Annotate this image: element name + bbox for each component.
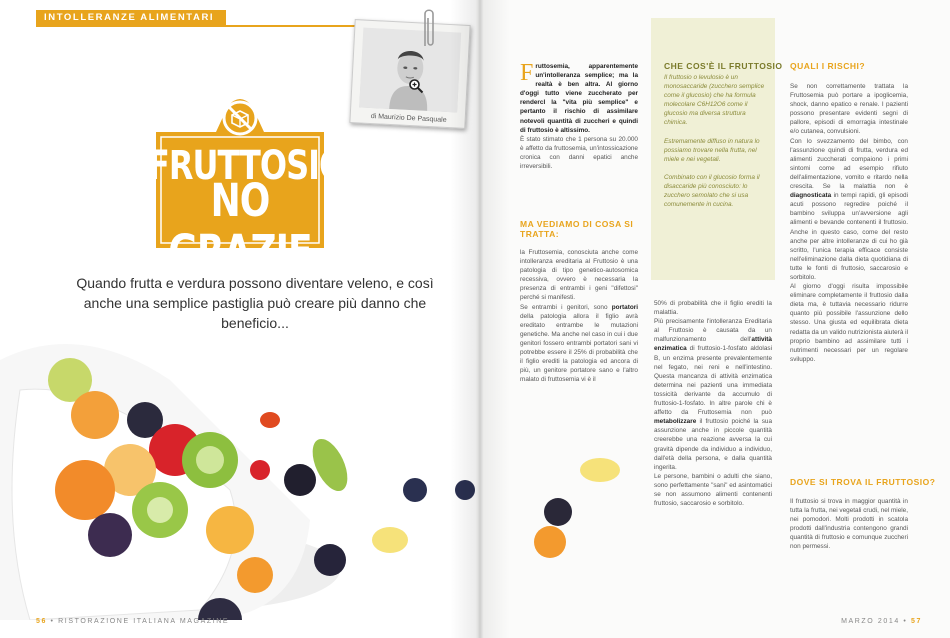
where-paragraph-1: Il fruttosio si trova in maggior quantità in tutta la frutta, nei vegetali crudi, nel miele, nei pomodori. Molti prodotti in scatola prodotti dall'industria contengono grandi quantità di fruttosio e comunque zuccheri non permessi. xyxy=(790,498,908,551)
enzyme-column xyxy=(654,299,772,508)
paperclip-icon xyxy=(420,6,438,52)
folio-left: 56 • RISTORAZIONE ITALIANA MAGAZINE xyxy=(36,618,230,625)
title-line-1: FRUTTOSIO xyxy=(148,141,346,189)
risks-column xyxy=(790,82,908,364)
risks-paragraph-3: Al giorno d'oggi risulta impossibile eliminare completamente il fruttosio dalla dieta ma, è tuttavia necessario ridurre quanto più possibile l'assunzione dello stesso. Una giusta ed equilibrata dieta redatta da un valido nutrizionista aiuterà il proprio bambino ad assimilare tutti i nutrimenti necessari per un regolare sviluppo. xyxy=(790,283,908,363)
drop-cap: F xyxy=(520,60,534,86)
page-number-left: 56 xyxy=(36,618,47,625)
issue-date: MARZO 2014 xyxy=(841,618,900,625)
author-caption: di Maurizio De Pasquale xyxy=(370,113,447,124)
sidebar-paragraph-1: Il fruttosio o levulosio è un monosaccaride (zucchero semplice come il glucosio) che ha formula molecolare C6H12O6 come il glucosio ma diversa struttura chimica. xyxy=(664,74,765,127)
intro-text: ruttosemia, apparentemente un'intolleranza semplice; ma la realtà è ben altra. Al giorno d'oggi tutto viene zuccherato per rendercI la "vita più semplice" e pertanto il rischio di assimilare notevoli quantità di zuccheri e quindi di fruttosio è altissimo. xyxy=(520,63,638,134)
heading-ma-vediamo: MA VEDIAMO DI COSA SI TRATTA: xyxy=(520,219,634,239)
spine-shadow xyxy=(450,0,510,638)
heading-dove: DOVE SI TROVA IL FRUTTOSIO? xyxy=(790,477,936,487)
lead-text: Quando frutta e verdura possono diventare veleno, e così anche una semplice pastiglia può creare più danno che beneficio... xyxy=(76,275,434,331)
sidebar-paragraph-2: Estremamente diffuso in natura lo possiamo trovare nella frutta, nel miele e nei vegetali. xyxy=(664,137,760,163)
genetics-paragraph-1: la Fruttosemia, conosciuta anche come intolleranza ereditaria al Fruttosio è una patologia di tipo genetico-autosomica recessiva, ovvero è necessaria la presenza di entrambi i geni "difettosi" perché si manifesti. xyxy=(520,249,638,302)
enzyme-paragraph-1: 50% di probabilità che il figlio erediti la malattia. xyxy=(654,300,772,317)
sidebar-text xyxy=(664,73,768,218)
where-column xyxy=(790,497,908,552)
enzyme-paragraph-3: Le persone, bambini o adulti che siano, sono perfettamente "sani" ed asintomatici se non assumono alimenti contenenti fruttosio, saccarosio e sorbitolo. xyxy=(654,472,772,508)
section-tag: INTOLLERANZE ALIMENTARI xyxy=(36,10,226,26)
sidebar-title: CHE COS'È IL FRUTTOSIO xyxy=(664,61,783,71)
intro-paragraph-2: È stato stimato che 1 persona su 20.000 è affetto da fruttosemia, un'intossicazione cronica con danni epatici anche irreversibili. xyxy=(520,135,638,171)
zoom-icon[interactable] xyxy=(408,78,424,94)
risks-paragraph-2: Con lo svezzamento del bimbo, con l'assunzione quindi di frutta, verdura ed alimenti zuccherati compaiono i primi sintomi come ad esempio rifiuto dell'alimentazione, vomito e ritardo nella crescita. Se la malattia non è diagnosticata in tempi rapidi, gli episodi acuti possono regredire poiché il bambino sviluppa un'avversione agli alimenti e bevande contenenti il fruttosio. Anche in questo caso, come del resto anche per altre intolleranze di cui ho già scritto, l'unica terapia efficace consiste nell'eliminazione dalla dieta quotidiana di tutte le fonti di fruttosio, saccarosio e sorbitolo. xyxy=(790,137,908,281)
author-photo xyxy=(359,27,461,112)
fruit-bowl-illustration xyxy=(0,320,500,620)
sidebar-paragraph-3: Combinato con il glucosio forma il disaccaride più conosciuto: lo zucchero semolato che si usa comunemente in cucina. xyxy=(664,173,760,209)
title-line-2: NO GRAZIE xyxy=(168,175,312,279)
no-sugar-icon xyxy=(220,98,260,138)
intro-column xyxy=(520,62,638,171)
fruit-slices-illustration xyxy=(520,450,670,560)
page-number-right: 57 xyxy=(911,618,922,625)
heading-rischi: QUALI I RISCHI? xyxy=(790,61,866,71)
title-badge xyxy=(148,96,346,279)
genetics-paragraph-2: Se entrambi i genitori, sono portatori della patologia allora il figlio avrà ereditato entrambe le mutazioni genetiche. Ma anche nel caso in cui i due genitori fossero entrambi portatori sani vi potrebbe essere il 25% di probabilità che il figlio erediti la patologia ed ancora di più, un genitore portatore sano e l'altro malato di fruttosemia vi è il xyxy=(520,303,638,384)
folio-right: MARZO 2014 • 57 xyxy=(841,618,922,625)
risks-paragraph-1: Se non correttamente trattata la Fruttosemia può portare a ipoglicemia, shock, danno epatico e renale. I pazienti possono presentare evidenti segni di pallore, episodi di emorragia intestinale e/o cutanea, convulsioni. xyxy=(790,83,908,136)
genetics-column xyxy=(520,248,638,384)
enzyme-paragraph-2: Più precisamente l'intolleranza Ereditaria al Fruttosio è causata da un malfunzionamento dell'attività enzimatica di fruttosio-1-fosfato aldolasi B, un enzima presente prevalentemente nel fegato, nei reni e nell'intestino. Questa mancanza di attività enzimatica determina nei pazienti una immediata tossicità derivante da accumulo di fruttosio-1-fosfato. In altre parole chi è affetto da Fruttosemia non può metabolizzare il fruttosio poiché la sua assunzione anche in piccole quantità creerebbe una reazione avversa la cui gravità dipende da individuo a individuo, dall'età della persona, e dalla quantità ingerita. xyxy=(654,318,772,471)
magazine-name: RISTORAZIONE ITALIANA MAGAZINE xyxy=(58,618,230,625)
